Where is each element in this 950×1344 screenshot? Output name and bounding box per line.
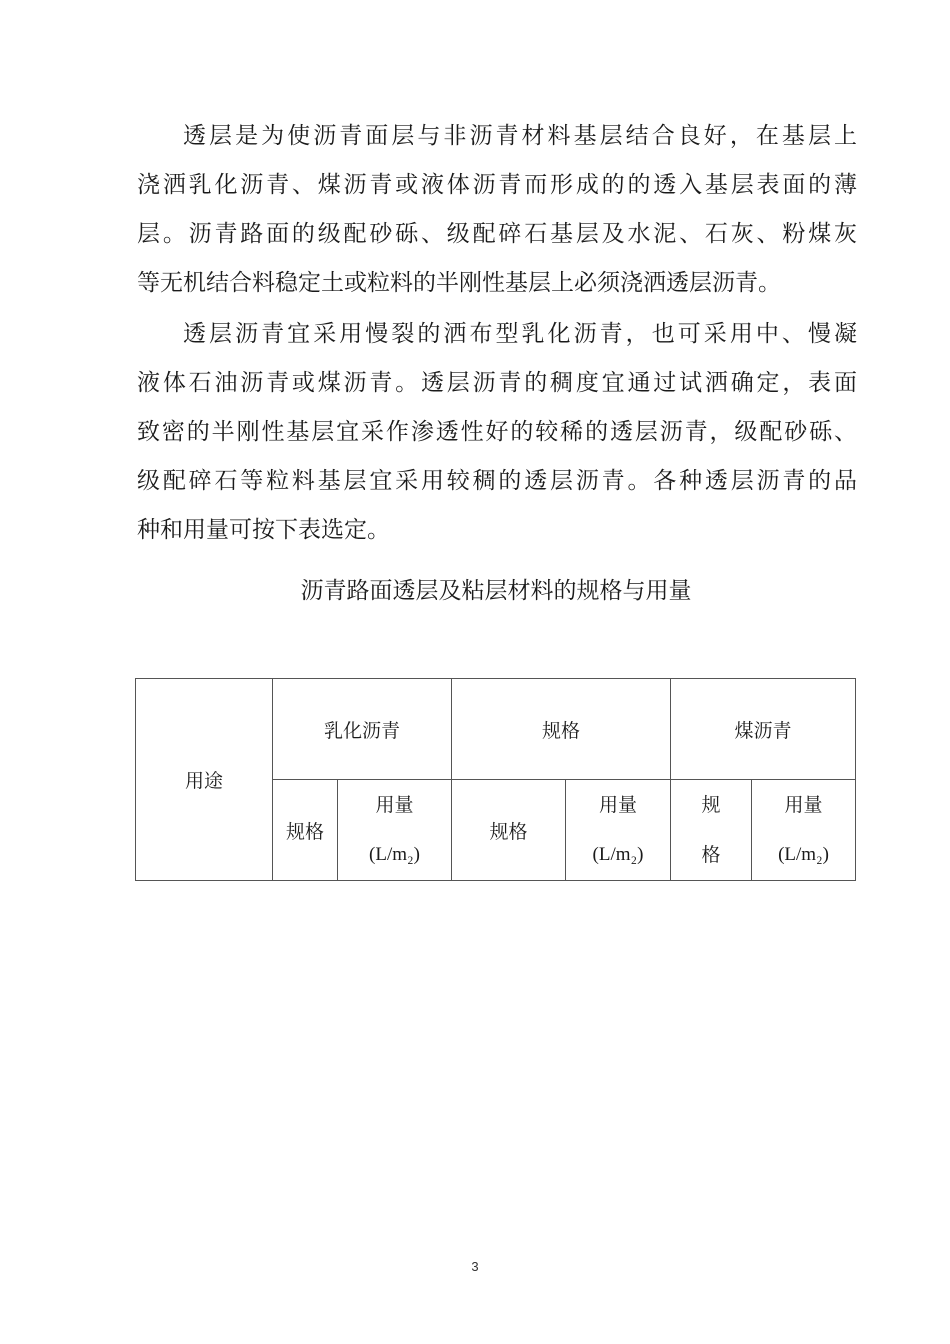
table-header-row <box>136 679 856 780</box>
paragraph-line: 等无机结合料稳定土或粒料的半刚性基层上必须浇洒透层沥青。 <box>137 270 781 296</box>
table-caption: 沥青路面透层及粘层材料的规格与用量 <box>300 578 692 604</box>
subheader-usage-amount <box>752 780 856 881</box>
usage-unit: (L/m₂) <box>592 844 644 865</box>
page-number: 3 <box>471 1259 479 1274</box>
header-spec: 规格 <box>452 679 671 780</box>
spec-char: 格 <box>701 844 721 866</box>
paragraph-line: 液体石油沥青或煤沥青。透层沥青的稠度宜通过试洒确定，表面 <box>137 370 857 396</box>
subheader-usage-amount <box>566 780 671 881</box>
paragraph-line: 透层是为使沥青面层与非沥青材料基层结合良好，在基层上 <box>183 123 857 149</box>
paragraph-line: 层。沥青路面的级配砂砾、级配碎石基层及水泥、石灰、粉煤灰 <box>137 221 857 247</box>
paragraph-line: 透层沥青宜采用慢裂的洒布型乳化沥青，也可采用中、慢凝 <box>183 321 857 347</box>
paragraph-line: 种和用量可按下表选定。 <box>137 517 390 543</box>
paragraph-2 <box>137 310 857 555</box>
paragraph-line: 级配碎石等粒料基层宜采用较稠的透层沥青。各种透层沥青的品 <box>137 468 857 494</box>
usage-label: 用量 <box>784 794 823 816</box>
paragraph-1 <box>137 112 857 308</box>
usage-label: 用量 <box>599 794 638 816</box>
subheader-usage-amount <box>338 780 452 881</box>
usage-label: 用量 <box>375 794 414 816</box>
usage-unit: (L/m₂) <box>778 844 830 865</box>
subheader-spec: 规格 <box>452 780 566 881</box>
usage-unit: (L/m₂) <box>369 844 420 865</box>
spec-char: 规 <box>701 794 721 816</box>
subheader-spec-vertical <box>671 780 752 881</box>
header-usage: 用途 <box>136 679 273 881</box>
header-coal-tar: 煤沥青 <box>671 679 856 780</box>
header-emulsified-asphalt: 乳化沥青 <box>273 679 452 780</box>
paragraph-line: 致密的半刚性基层宜采作渗透性好的较稀的透层沥青，级配砂砾、 <box>137 419 857 445</box>
subheader-spec: 规格 <box>273 780 338 881</box>
spec-table <box>135 678 856 881</box>
paragraph-line: 浇洒乳化沥青、煤沥青或液体沥青而形成的的透入基层表面的薄 <box>137 172 857 198</box>
